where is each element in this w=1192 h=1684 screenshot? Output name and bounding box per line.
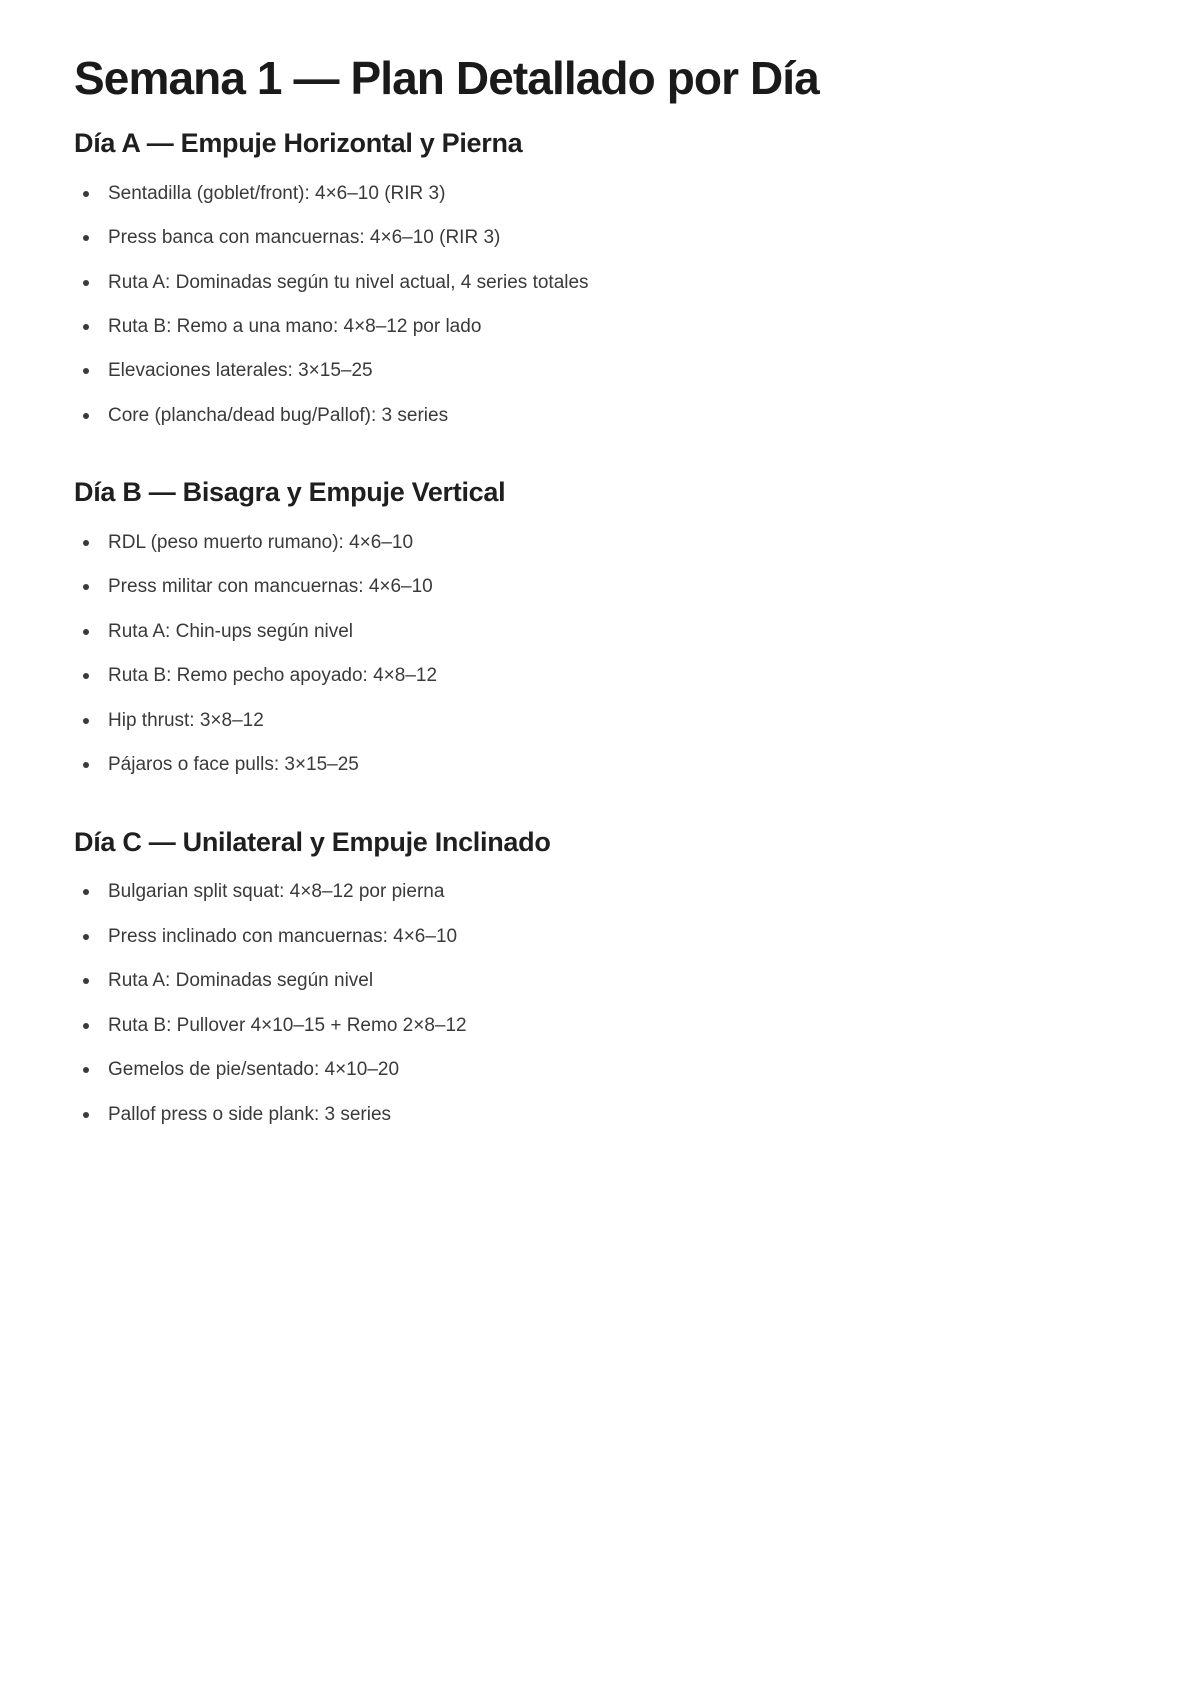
- list-item: Ruta B: Pullover 4×10–15 + Remo 2×8–12: [74, 1011, 1114, 1040]
- list-item: Pájaros o face pulls: 3×15–25: [74, 750, 1114, 779]
- section-heading: Día C — Unilateral y Empuje Inclinado: [74, 826, 551, 857]
- page-title: Semana 1 — Plan Detallado por Día: [74, 52, 819, 104]
- section-body: [74, 877, 1114, 1129]
- exercise-list: [74, 877, 1114, 1129]
- list-item: Bulgarian split squat: 4×8–12 por pierna: [74, 877, 1114, 906]
- list-item: RDL (peso muerto rumano): 4×6–10: [74, 528, 1114, 557]
- list-item: Elevaciones laterales: 3×15–25: [74, 356, 1114, 385]
- list-item: Pallof press o side plank: 3 series: [74, 1100, 1114, 1129]
- exercise-list: [74, 528, 1114, 780]
- list-item: Gemelos de pie/sentado: 4×10–20: [74, 1055, 1114, 1084]
- list-item: Ruta B: Remo a una mano: 4×8–12 por lado: [74, 312, 1114, 341]
- list-item: Ruta B: Remo pecho apoyado: 4×8–12: [74, 661, 1114, 690]
- list-item: Press militar con mancuernas: 4×6–10: [74, 572, 1114, 601]
- list-item: Press banca con mancuernas: 4×6–10 (RIR 3): [74, 223, 1114, 252]
- list-item: Core (plancha/dead bug/Pallof): 3 series: [74, 401, 1114, 430]
- exercise-list: [74, 179, 1114, 431]
- section-dia-b: [74, 476, 1114, 779]
- list-item: Ruta A: Dominadas según tu nivel actual, 4 series totales: [74, 268, 1114, 297]
- list-item: Hip thrust: 3×8–12: [74, 706, 1114, 735]
- section-dia-a: [74, 127, 1114, 430]
- section-body: [74, 179, 1114, 431]
- list-item: Sentadilla (goblet/front): 4×6–10 (RIR 3): [74, 179, 1114, 208]
- list-item: Press inclinado con mancuernas: 4×6–10: [74, 922, 1114, 951]
- section-heading: Día B — Bisagra y Empuje Vertical: [74, 477, 506, 508]
- list-item: Ruta A: Chin-ups según nivel: [74, 617, 1114, 646]
- section-dia-c: [74, 826, 1114, 1129]
- list-item: Ruta A: Dominadas según nivel: [74, 966, 1114, 995]
- section-heading: Día A — Empuje Horizontal y Pierna: [74, 127, 523, 158]
- section-body: [74, 528, 1114, 780]
